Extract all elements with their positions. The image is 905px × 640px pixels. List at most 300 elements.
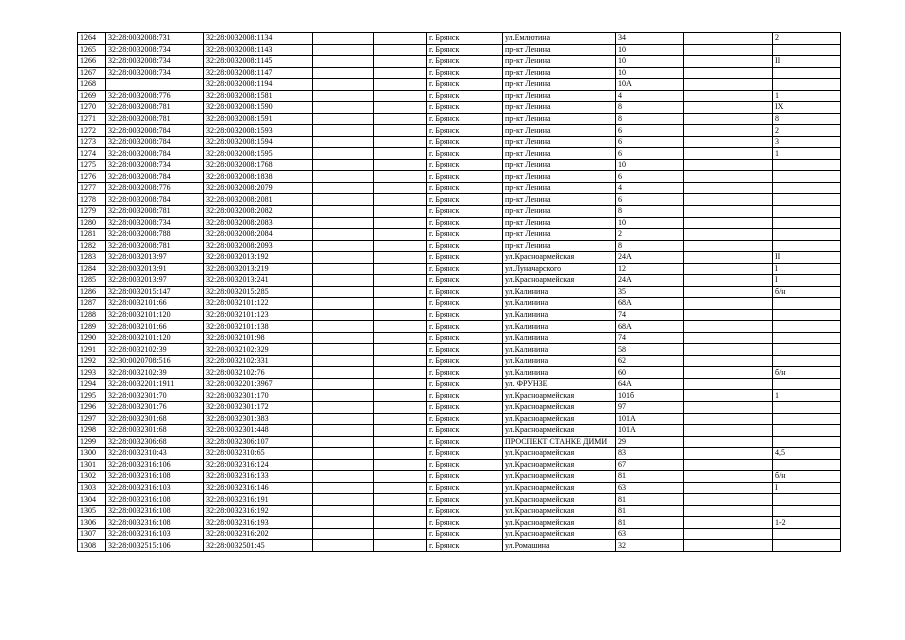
empty-cell xyxy=(313,205,374,217)
cadastral-number-object: 32:28:0032008:1147 xyxy=(204,67,313,79)
row-number: 1291 xyxy=(78,344,106,356)
empty-cell xyxy=(313,56,374,68)
cadastral-number-land: 32:28:0032316:108 xyxy=(106,471,204,483)
cadastral-number-land: 32:28:0032310:43 xyxy=(106,448,204,460)
empty-cell xyxy=(374,67,427,79)
premises-number xyxy=(773,436,841,448)
empty-cell xyxy=(374,33,427,45)
empty-cell xyxy=(374,182,427,194)
house-number: 2 xyxy=(616,229,684,241)
cadastral-number-object: 32:28:0032301:448 xyxy=(204,425,313,437)
empty-cell xyxy=(684,102,773,114)
cadastral-number-land: 32:28:0032008:784 xyxy=(106,136,204,148)
cadastral-number-object: 32:28:0032008:1143 xyxy=(204,44,313,56)
locality: г. Брянск xyxy=(427,402,503,414)
cadastral-number-object: 32:28:0032306:107 xyxy=(204,436,313,448)
street: пр-кт Ленина xyxy=(503,171,616,183)
cadastral-number-land: 32:28:0032013:91 xyxy=(106,263,204,275)
empty-cell xyxy=(684,402,773,414)
table-body xyxy=(78,33,841,552)
empty-cell xyxy=(374,482,427,494)
street: ул.Красноармейская xyxy=(503,252,616,264)
row-number: 1305 xyxy=(78,505,106,517)
empty-cell xyxy=(374,459,427,471)
empty-cell xyxy=(313,217,374,229)
empty-cell xyxy=(313,102,374,114)
table-row xyxy=(78,378,841,390)
empty-cell xyxy=(313,275,374,287)
table-row xyxy=(78,102,841,114)
street: ул.Красноармейская xyxy=(503,448,616,460)
empty-cell xyxy=(684,436,773,448)
empty-cell xyxy=(313,136,374,148)
cadastral-number-land: 32:30:0020708:516 xyxy=(106,355,204,367)
street: ул.Красноармейская xyxy=(503,517,616,529)
house-number: 8 xyxy=(616,113,684,125)
street: ПРОСПЕКТ СТАНКЕ ДИМИ xyxy=(503,436,616,448)
empty-cell xyxy=(313,494,374,506)
table-row xyxy=(78,125,841,137)
empty-cell xyxy=(684,540,773,552)
empty-cell xyxy=(374,309,427,321)
locality: г. Брянск xyxy=(427,240,503,252)
cadastral-number-object: 32:28:0032102:76 xyxy=(204,367,313,379)
empty-cell xyxy=(313,148,374,160)
table-row xyxy=(78,367,841,379)
house-number: 58 xyxy=(616,344,684,356)
row-number: 1265 xyxy=(78,44,106,56)
street: ул.Красноармейская xyxy=(503,505,616,517)
cadastral-number-land: 32:28:0032316:108 xyxy=(106,505,204,517)
cadastral-number-object: 32:28:0032101:123 xyxy=(204,309,313,321)
row-number: 1306 xyxy=(78,517,106,529)
premises-number: 1-2 xyxy=(773,517,841,529)
house-number: 63 xyxy=(616,528,684,540)
premises-number xyxy=(773,194,841,206)
locality: г. Брянск xyxy=(427,217,503,229)
table-row xyxy=(78,540,841,552)
cadastral-number-land: 32:28:0032008:781 xyxy=(106,102,204,114)
locality: г. Брянск xyxy=(427,298,503,310)
cadastral-number-object: 32:28:0032008:1594 xyxy=(204,136,313,148)
premises-number: I xyxy=(773,482,841,494)
empty-cell xyxy=(374,275,427,287)
premises-number: II xyxy=(773,56,841,68)
house-number: 6 xyxy=(616,148,684,160)
cadastral-number-land: 32:28:0032008:781 xyxy=(106,240,204,252)
row-number: 1303 xyxy=(78,482,106,494)
locality: г. Брянск xyxy=(427,309,503,321)
premises-number xyxy=(773,79,841,91)
house-number: 74 xyxy=(616,332,684,344)
empty-cell xyxy=(313,528,374,540)
cadastral-number-object: 32:28:0032316:193 xyxy=(204,517,313,529)
house-number: 68А xyxy=(616,298,684,310)
empty-cell xyxy=(684,425,773,437)
empty-cell xyxy=(374,390,427,402)
empty-cell xyxy=(313,44,374,56)
locality: г. Брянск xyxy=(427,148,503,160)
house-number: 74 xyxy=(616,309,684,321)
row-number: 1268 xyxy=(78,79,106,91)
house-number: 10 xyxy=(616,44,684,56)
empty-cell xyxy=(684,528,773,540)
locality: г. Брянск xyxy=(427,125,503,137)
cadastral-number-object: 32:28:0032310:65 xyxy=(204,448,313,460)
empty-cell xyxy=(374,252,427,264)
empty-cell xyxy=(684,390,773,402)
premises-number xyxy=(773,413,841,425)
table-row xyxy=(78,309,841,321)
house-number: 101б xyxy=(616,390,684,402)
empty-cell xyxy=(313,229,374,241)
street: ул.Красноармейская xyxy=(503,528,616,540)
cadastral-number-land: 32:28:0032102:39 xyxy=(106,344,204,356)
cadastral-number-object: 32:28:0032201:3967 xyxy=(204,378,313,390)
cadastral-number-object: 32:28:0032013:241 xyxy=(204,275,313,287)
cadastral-number-object: 32:28:0032316:133 xyxy=(204,471,313,483)
empty-cell xyxy=(313,448,374,460)
cadastral-number-object: 32:28:0032008:2093 xyxy=(204,240,313,252)
cadastral-number-object: 32:28:0032008:1590 xyxy=(204,102,313,114)
empty-cell xyxy=(684,194,773,206)
locality: г. Брянск xyxy=(427,494,503,506)
cadastral-number-land: 32:28:0032008:734 xyxy=(106,159,204,171)
premises-number: б/н xyxy=(773,471,841,483)
house-number: 8 xyxy=(616,205,684,217)
table-row xyxy=(78,413,841,425)
street: ул.Калинина xyxy=(503,286,616,298)
row-number: 1276 xyxy=(78,171,106,183)
house-number: 6 xyxy=(616,136,684,148)
house-number: 24А xyxy=(616,275,684,287)
cadastral-number-object: 32:28:0032008:1145 xyxy=(204,56,313,68)
cadastral-number-object: 32:28:0032316:191 xyxy=(204,494,313,506)
premises-number: I xyxy=(773,275,841,287)
empty-cell xyxy=(374,471,427,483)
cadastral-number-land: 32:28:0032102:39 xyxy=(106,367,204,379)
house-number: 64А xyxy=(616,378,684,390)
premises-number xyxy=(773,217,841,229)
empty-cell xyxy=(313,33,374,45)
empty-cell xyxy=(313,113,374,125)
row-number: 1289 xyxy=(78,321,106,333)
empty-cell xyxy=(374,367,427,379)
cadastral-number-land: 32:28:0032008:784 xyxy=(106,148,204,160)
locality: г. Брянск xyxy=(427,505,503,517)
row-number: 1288 xyxy=(78,309,106,321)
locality: г. Брянск xyxy=(427,67,503,79)
locality: г. Брянск xyxy=(427,275,503,287)
street: пр-кт Ленина xyxy=(503,113,616,125)
row-number: 1307 xyxy=(78,528,106,540)
street: ул.Красноармейская xyxy=(503,390,616,402)
locality: г. Брянск xyxy=(427,102,503,114)
row-number: 1277 xyxy=(78,182,106,194)
property-table xyxy=(77,32,841,552)
cadastral-number-object: 32:28:0032316:192 xyxy=(204,505,313,517)
empty-cell xyxy=(313,321,374,333)
empty-cell xyxy=(313,390,374,402)
premises-number xyxy=(773,298,841,310)
empty-cell xyxy=(374,286,427,298)
cadastral-number-land: 32:28:0032008:776 xyxy=(106,182,204,194)
premises-number xyxy=(773,355,841,367)
empty-cell xyxy=(684,182,773,194)
cadastral-number-object: 32:28:0032008:1768 xyxy=(204,159,313,171)
table-row xyxy=(78,113,841,125)
street: пр-кт Ленина xyxy=(503,205,616,217)
empty-cell xyxy=(374,125,427,137)
street: пр-кт Ленина xyxy=(503,125,616,137)
premises-number xyxy=(773,159,841,171)
empty-cell xyxy=(684,79,773,91)
cadastral-number-object: 32:28:0032008:1134 xyxy=(204,33,313,45)
empty-cell xyxy=(374,159,427,171)
cadastral-number-land: 32:28:0032101:66 xyxy=(106,321,204,333)
table-row xyxy=(78,286,841,298)
house-number: 10 xyxy=(616,56,684,68)
house-number: 6 xyxy=(616,194,684,206)
table-row xyxy=(78,482,841,494)
cadastral-number-land: 32:28:0032101:120 xyxy=(106,309,204,321)
locality: г. Брянск xyxy=(427,90,503,102)
house-number: 8 xyxy=(616,240,684,252)
empty-cell xyxy=(374,528,427,540)
locality: г. Брянск xyxy=(427,171,503,183)
row-number: 1284 xyxy=(78,263,106,275)
row-number: 1270 xyxy=(78,102,106,114)
empty-cell xyxy=(684,448,773,460)
street: пр-кт Ленина xyxy=(503,217,616,229)
cadastral-number-object: 32:28:0032102:331 xyxy=(204,355,313,367)
cadastral-number-land: 32:28:0032008:731 xyxy=(106,33,204,45)
cadastral-number-object: 32:28:0032301:170 xyxy=(204,390,313,402)
cadastral-number-land: 32:28:0032301:76 xyxy=(106,402,204,414)
empty-cell xyxy=(684,205,773,217)
cadastral-number-land: 32:28:0032301:68 xyxy=(106,425,204,437)
cadastral-number-object: 32:28:0032008:1838 xyxy=(204,171,313,183)
empty-cell xyxy=(374,540,427,552)
empty-cell xyxy=(313,332,374,344)
premises-number xyxy=(773,67,841,79)
cadastral-number-land: 32:28:0032013:97 xyxy=(106,252,204,264)
street: пр-кт Ленина xyxy=(503,240,616,252)
premises-number: 1 xyxy=(773,90,841,102)
empty-cell xyxy=(684,229,773,241)
house-number: 10 xyxy=(616,159,684,171)
empty-cell xyxy=(684,56,773,68)
row-number: 1293 xyxy=(78,367,106,379)
table-row xyxy=(78,252,841,264)
cadastral-number-land xyxy=(106,79,204,91)
premises-number: 1 xyxy=(773,390,841,402)
empty-cell xyxy=(684,413,773,425)
cadastral-number-object: 32:28:0032013:192 xyxy=(204,252,313,264)
cadastral-number-object: 32:28:0032101:122 xyxy=(204,298,313,310)
street: пр-кт Ленина xyxy=(503,194,616,206)
empty-cell xyxy=(374,205,427,217)
premises-number xyxy=(773,240,841,252)
empty-cell xyxy=(374,44,427,56)
street: ул.Ромашина xyxy=(503,540,616,552)
table-row xyxy=(78,321,841,333)
empty-cell xyxy=(313,505,374,517)
row-number: 1280 xyxy=(78,217,106,229)
premises-number xyxy=(773,171,841,183)
street: ул. ФРУНЗЕ xyxy=(503,378,616,390)
locality: г. Брянск xyxy=(427,113,503,125)
locality: г. Брянск xyxy=(427,482,503,494)
house-number: 8 xyxy=(616,102,684,114)
table-row xyxy=(78,229,841,241)
premises-number xyxy=(773,44,841,56)
empty-cell xyxy=(684,367,773,379)
house-number: 67 xyxy=(616,459,684,471)
empty-cell xyxy=(313,67,374,79)
street: ул.Красноармейская xyxy=(503,494,616,506)
premises-number xyxy=(773,402,841,414)
premises-number: 8 xyxy=(773,113,841,125)
premises-number xyxy=(773,425,841,437)
locality: г. Брянск xyxy=(427,528,503,540)
locality: г. Брянск xyxy=(427,229,503,241)
street: ул.Красноармейская xyxy=(503,402,616,414)
cadastral-number-land: 32:28:0032008:784 xyxy=(106,194,204,206)
empty-cell xyxy=(313,309,374,321)
house-number: 101А xyxy=(616,425,684,437)
house-number: 12 xyxy=(616,263,684,275)
empty-cell xyxy=(313,79,374,91)
empty-cell xyxy=(684,171,773,183)
empty-cell xyxy=(313,355,374,367)
empty-cell xyxy=(684,275,773,287)
premises-number xyxy=(773,182,841,194)
street: ул.Калинина xyxy=(503,344,616,356)
house-number: 97 xyxy=(616,402,684,414)
empty-cell xyxy=(374,402,427,414)
empty-cell xyxy=(374,194,427,206)
locality: г. Брянск xyxy=(427,425,503,437)
street: ул.Емлютина xyxy=(503,33,616,45)
table-row xyxy=(78,148,841,160)
cadastral-number-land: 32:28:0032008:784 xyxy=(106,171,204,183)
empty-cell xyxy=(313,286,374,298)
locality: г. Брянск xyxy=(427,448,503,460)
empty-cell xyxy=(374,90,427,102)
row-number: 1295 xyxy=(78,390,106,402)
row-number: 1269 xyxy=(78,90,106,102)
table-row xyxy=(78,275,841,287)
row-number: 1275 xyxy=(78,159,106,171)
premises-number xyxy=(773,378,841,390)
cadastral-number-object: 32:28:0032008:2084 xyxy=(204,229,313,241)
locality: г. Брянск xyxy=(427,286,503,298)
empty-cell xyxy=(684,286,773,298)
cadastral-number-land: 32:28:0032008:784 xyxy=(106,125,204,137)
empty-cell xyxy=(374,240,427,252)
table-row xyxy=(78,448,841,460)
locality: г. Брянск xyxy=(427,159,503,171)
empty-cell xyxy=(313,263,374,275)
empty-cell xyxy=(374,448,427,460)
empty-cell xyxy=(684,378,773,390)
row-number: 1273 xyxy=(78,136,106,148)
empty-cell xyxy=(684,67,773,79)
table-row xyxy=(78,56,841,68)
empty-cell xyxy=(374,436,427,448)
street: пр-кт Ленина xyxy=(503,79,616,91)
house-number: 101А xyxy=(616,413,684,425)
table-row xyxy=(78,436,841,448)
empty-cell xyxy=(313,171,374,183)
premises-number xyxy=(773,505,841,517)
street: пр-кт Ленина xyxy=(503,102,616,114)
locality: г. Брянск xyxy=(427,459,503,471)
cadastral-number-object: 32:28:0032301:172 xyxy=(204,402,313,414)
row-number: 1292 xyxy=(78,355,106,367)
street: ул.Луначарского xyxy=(503,263,616,275)
house-number: 60 xyxy=(616,367,684,379)
empty-cell xyxy=(374,425,427,437)
premises-number xyxy=(773,309,841,321)
house-number: 62 xyxy=(616,355,684,367)
street: ул.Калинина xyxy=(503,321,616,333)
row-number: 1264 xyxy=(78,33,106,45)
row-number: 1294 xyxy=(78,378,106,390)
empty-cell xyxy=(684,332,773,344)
table-row xyxy=(78,33,841,45)
cadastral-number-object: 32:28:0032301:383 xyxy=(204,413,313,425)
empty-cell xyxy=(374,229,427,241)
cadastral-number-object: 32:28:0032008:2082 xyxy=(204,205,313,217)
house-number: 81 xyxy=(616,505,684,517)
street: пр-кт Ленина xyxy=(503,56,616,68)
row-number: 1301 xyxy=(78,459,106,471)
row-number: 1290 xyxy=(78,332,106,344)
table-row xyxy=(78,344,841,356)
empty-cell xyxy=(313,413,374,425)
premises-number: 2 xyxy=(773,125,841,137)
empty-cell xyxy=(313,436,374,448)
cadastral-number-object: 32:28:0032008:2081 xyxy=(204,194,313,206)
premises-number xyxy=(773,229,841,241)
cadastral-number-object: 32:28:0032008:1581 xyxy=(204,90,313,102)
empty-cell xyxy=(313,90,374,102)
street: ул.Красноармейская xyxy=(503,459,616,471)
house-number: 81 xyxy=(616,471,684,483)
locality: г. Брянск xyxy=(427,517,503,529)
cadastral-number-land: 32:28:0032301:68 xyxy=(106,413,204,425)
locality: г. Брянск xyxy=(427,33,503,45)
cadastral-number-object: 32:28:0032008:1593 xyxy=(204,125,313,137)
table-row xyxy=(78,298,841,310)
house-number: 4 xyxy=(616,182,684,194)
premises-number xyxy=(773,540,841,552)
cadastral-number-object: 32:28:0032008:1591 xyxy=(204,113,313,125)
empty-cell xyxy=(684,355,773,367)
cadastral-number-object: 32:28:0032501:45 xyxy=(204,540,313,552)
empty-cell xyxy=(684,263,773,275)
empty-cell xyxy=(313,378,374,390)
empty-cell xyxy=(684,321,773,333)
cadastral-number-object: 32:28:0032008:2083 xyxy=(204,217,313,229)
row-number: 1285 xyxy=(78,275,106,287)
street: пр-кт Ленина xyxy=(503,90,616,102)
premises-number: 2 xyxy=(773,33,841,45)
cadastral-number-land: 32:28:0032101:120 xyxy=(106,332,204,344)
empty-cell xyxy=(313,194,374,206)
